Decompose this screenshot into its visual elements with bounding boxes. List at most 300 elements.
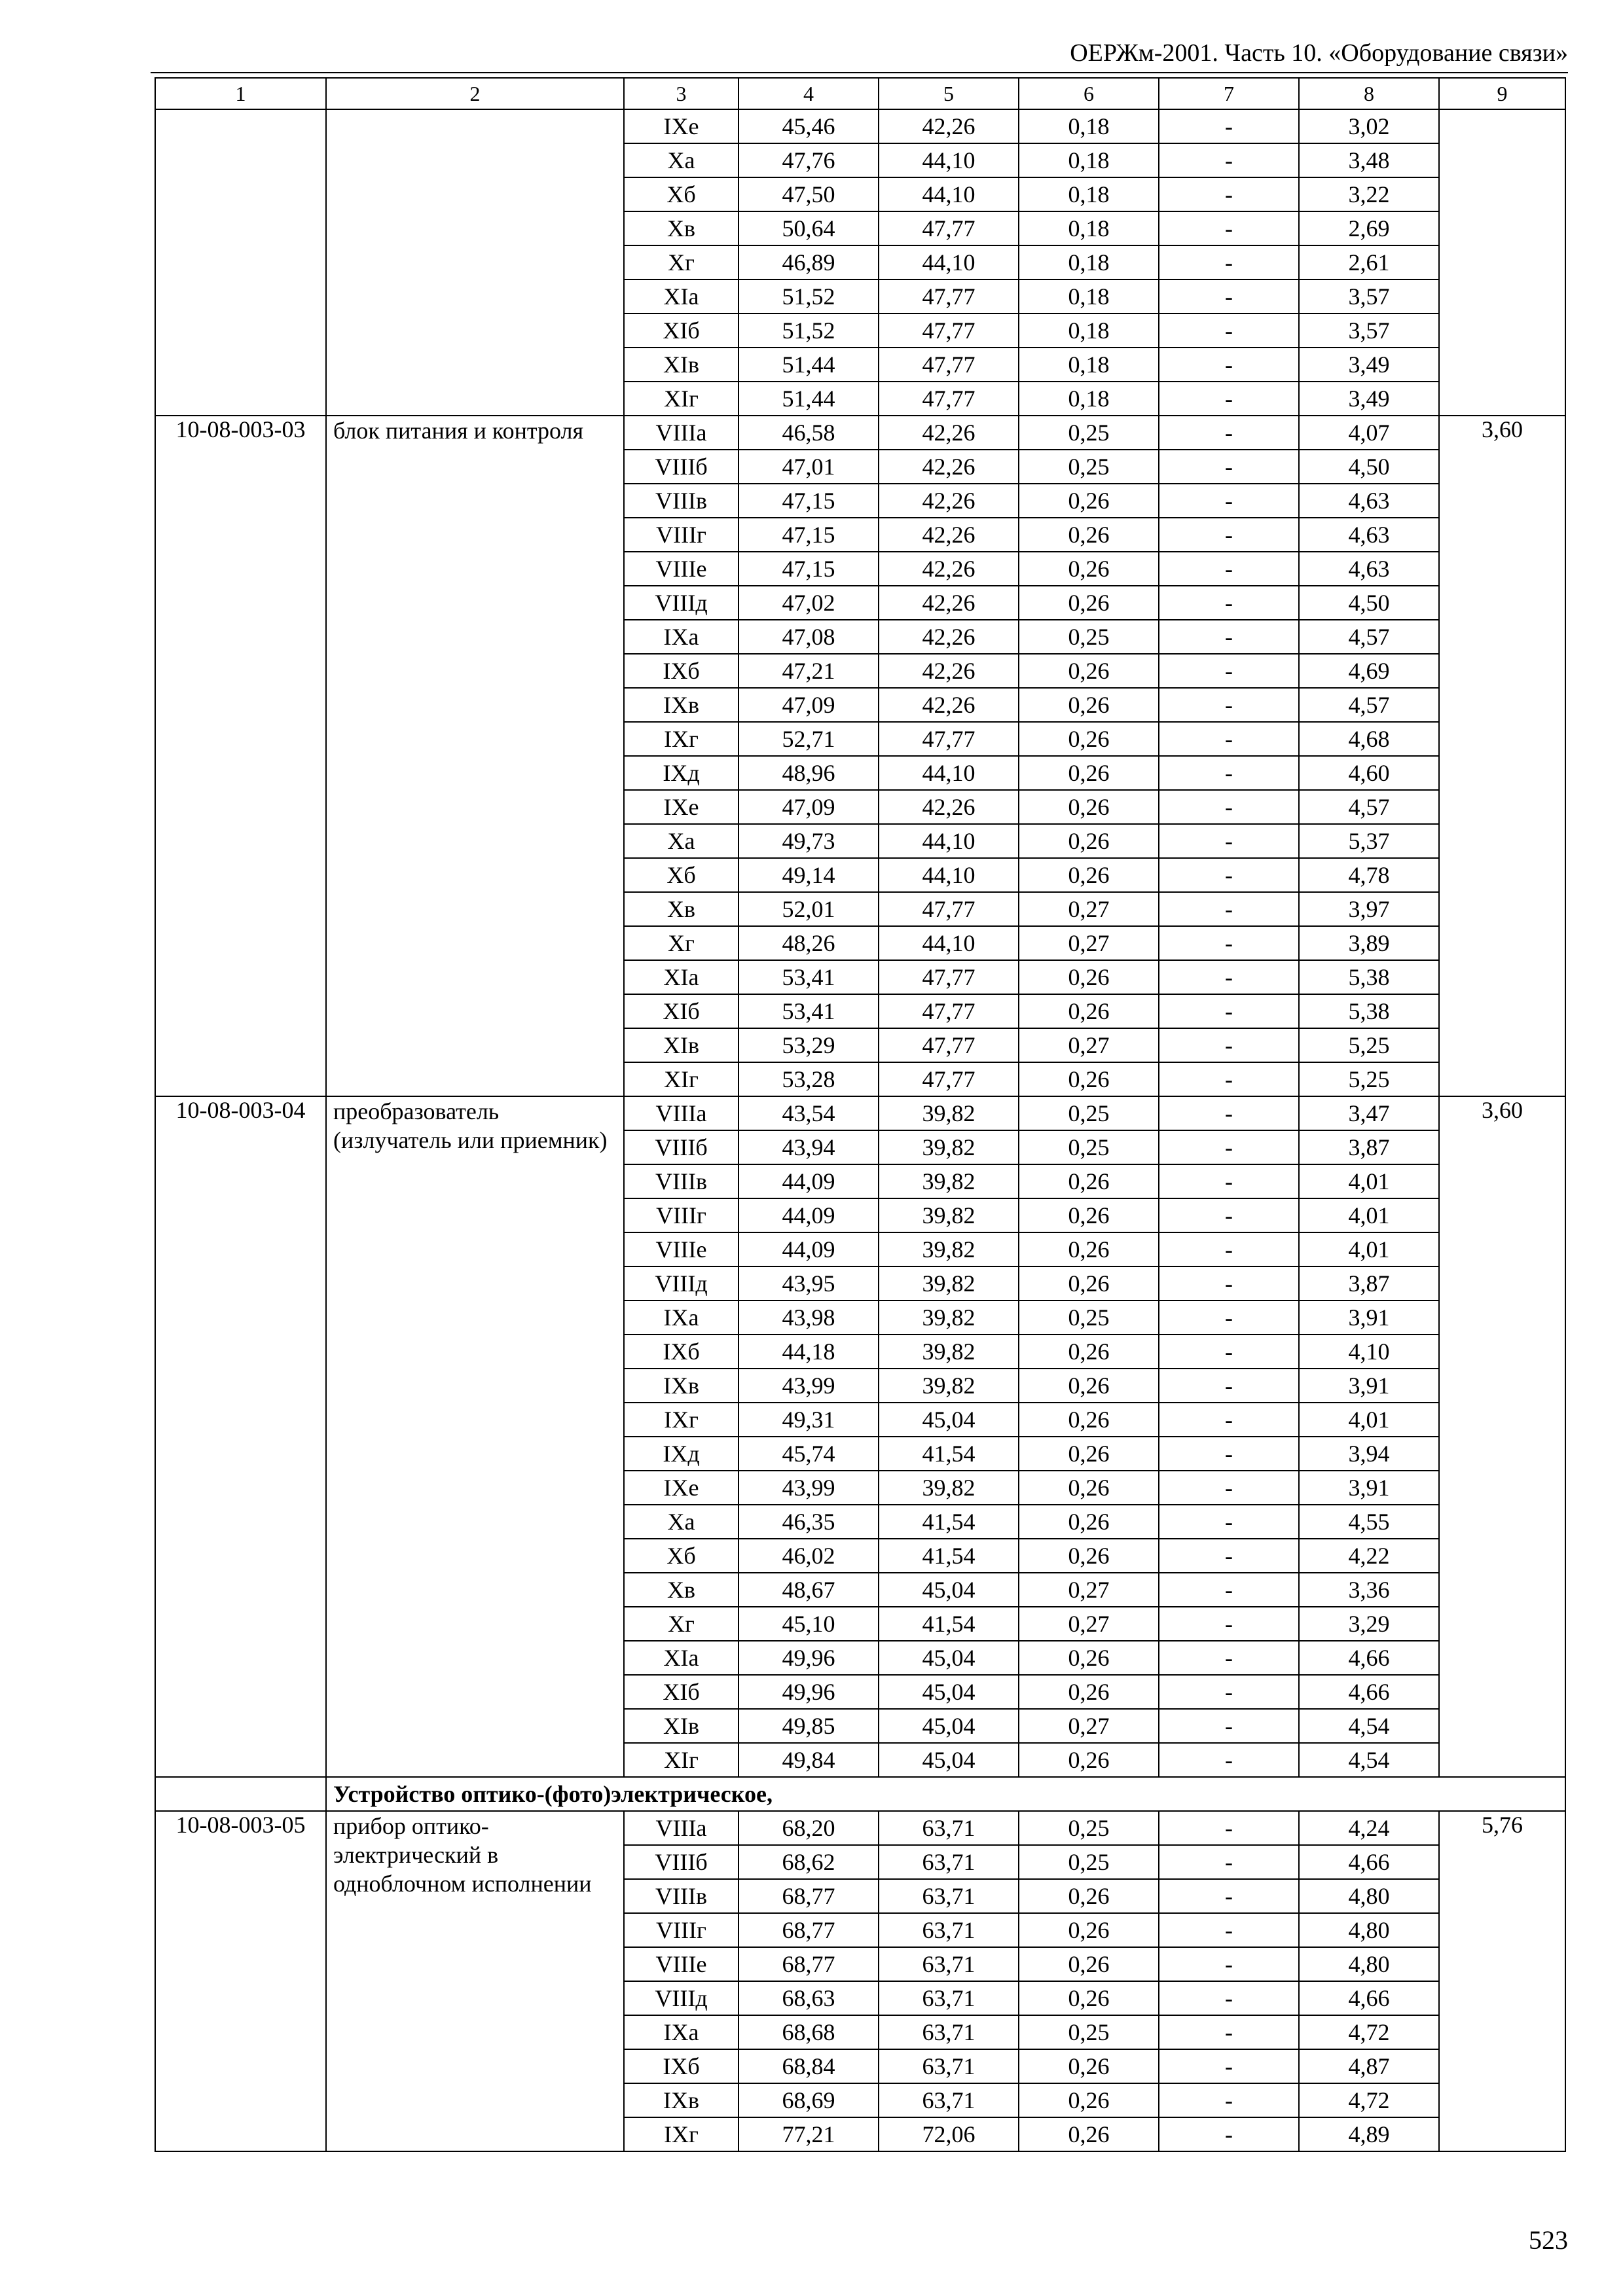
labor-cost-cell: 45,04 xyxy=(879,1573,1019,1607)
machine-cost-cell: 0,27 xyxy=(1019,1709,1159,1743)
region-zone-cell: Xб xyxy=(624,1539,739,1573)
labor-cost-cell: 39,82 xyxy=(879,1471,1019,1505)
machinist-cost-cell: - xyxy=(1159,211,1299,245)
labor-cost-cell: 39,82 xyxy=(879,1266,1019,1300)
section-empty-cell xyxy=(155,1777,326,1811)
total-cost-cell: 68,62 xyxy=(739,1845,879,1879)
total-cost-cell: 43,98 xyxy=(739,1300,879,1335)
labor-cost-cell: 39,82 xyxy=(879,1335,1019,1369)
column-number: 9 xyxy=(1439,78,1565,109)
machine-cost-cell: 0,27 xyxy=(1019,1607,1159,1641)
machinist-cost-cell: - xyxy=(1159,654,1299,688)
rate-code: 10-08-003-04 xyxy=(155,1096,326,1777)
total-cost-cell: 44,09 xyxy=(739,1164,879,1198)
column-number: 5 xyxy=(879,78,1019,109)
machinist-cost-cell: - xyxy=(1159,177,1299,211)
machine-cost-cell: 0,26 xyxy=(1019,688,1159,722)
region-zone-cell: IXа xyxy=(624,1300,739,1335)
machinist-cost-cell: - xyxy=(1159,1675,1299,1709)
materials-cost-cell: 2,69 xyxy=(1299,211,1439,245)
labor-cost-cell: 63,71 xyxy=(879,1947,1019,1981)
materials-cost-cell: 4,01 xyxy=(1299,1198,1439,1232)
machine-cost-cell: 0,18 xyxy=(1019,382,1159,416)
region-zone-cell: IXд xyxy=(624,756,739,790)
region-zone-cell: IXд xyxy=(624,1437,739,1471)
labor-cost-cell: 47,77 xyxy=(879,994,1019,1028)
machine-cost-cell: 0,26 xyxy=(1019,1403,1159,1437)
total-cost-cell: 77,21 xyxy=(739,2117,879,2151)
total-cost-cell: 50,64 xyxy=(739,211,879,245)
total-cost-cell: 51,52 xyxy=(739,314,879,348)
total-cost-cell: 53,29 xyxy=(739,1028,879,1062)
machinist-cost-cell: - xyxy=(1159,2117,1299,2151)
machine-cost-cell: 0,26 xyxy=(1019,1062,1159,1096)
materials-cost-cell: 3,02 xyxy=(1299,109,1439,143)
labor-cost-cell: 42,26 xyxy=(879,688,1019,722)
region-zone-cell: IXв xyxy=(624,2083,739,2117)
total-cost-cell: 68,77 xyxy=(739,1913,879,1947)
region-zone-cell: IXг xyxy=(624,1403,739,1437)
region-zone-cell: Xг xyxy=(624,245,739,279)
machinist-cost-cell: - xyxy=(1159,348,1299,382)
labor-cost-cell: 41,54 xyxy=(879,1607,1019,1641)
table-row xyxy=(155,109,1565,143)
region-zone-cell: VIIIд xyxy=(624,1266,739,1300)
machine-cost-cell: 0,26 xyxy=(1019,2049,1159,2083)
region-zone-cell: IXб xyxy=(624,2049,739,2083)
header-rule xyxy=(151,72,1568,73)
total-cost-cell: 47,15 xyxy=(739,518,879,552)
total-cost-cell: 49,14 xyxy=(739,858,879,892)
materials-cost-cell: 4,66 xyxy=(1299,1641,1439,1675)
total-cost-cell: 49,31 xyxy=(739,1403,879,1437)
machinist-cost-cell: - xyxy=(1159,1743,1299,1777)
region-zone-cell: IXе xyxy=(624,1471,739,1505)
labor-hours: 3,60 xyxy=(1439,1096,1565,1777)
labor-cost-cell: 42,26 xyxy=(879,484,1019,518)
region-zone-cell: IXв xyxy=(624,1369,739,1403)
machinist-cost-cell: - xyxy=(1159,1811,1299,1845)
machine-cost-cell: 0,26 xyxy=(1019,1437,1159,1471)
rates-table xyxy=(155,77,1566,2152)
machinist-cost-cell: - xyxy=(1159,858,1299,892)
materials-cost-cell: 3,48 xyxy=(1299,143,1439,177)
region-zone-cell: VIIIе xyxy=(624,552,739,586)
labor-cost-cell: 45,04 xyxy=(879,1403,1019,1437)
labor-cost-cell: 47,77 xyxy=(879,314,1019,348)
work-name: прибор оптико-электрический в одноблочном исполнении xyxy=(326,1811,624,2151)
region-zone-cell: VIIIв xyxy=(624,1879,739,1913)
machine-cost-cell: 0,26 xyxy=(1019,484,1159,518)
machinist-cost-cell: - xyxy=(1159,1164,1299,1198)
machine-cost-cell: 0,26 xyxy=(1019,586,1159,620)
labor-cost-cell: 41,54 xyxy=(879,1437,1019,1471)
machine-cost-cell: 0,25 xyxy=(1019,2015,1159,2049)
materials-cost-cell: 3,29 xyxy=(1299,1607,1439,1641)
work-name: преобразователь (излучатель или приемник) xyxy=(326,1096,624,1777)
total-cost-cell: 53,41 xyxy=(739,994,879,1028)
machinist-cost-cell: - xyxy=(1159,688,1299,722)
machine-cost-cell: 0,26 xyxy=(1019,1981,1159,2015)
labor-cost-cell: 63,71 xyxy=(879,2015,1019,2049)
materials-cost-cell: 4,57 xyxy=(1299,688,1439,722)
labor-cost-cell: 42,26 xyxy=(879,790,1019,824)
total-cost-cell: 52,01 xyxy=(739,892,879,926)
region-zone-cell: VIIIа xyxy=(624,416,739,450)
machinist-cost-cell: - xyxy=(1159,1947,1299,1981)
region-zone-cell: Xб xyxy=(624,858,739,892)
table-row xyxy=(155,1096,1565,1130)
labor-cost-cell: 45,04 xyxy=(879,1743,1019,1777)
machine-cost-cell: 0,18 xyxy=(1019,109,1159,143)
materials-cost-cell: 3,87 xyxy=(1299,1130,1439,1164)
materials-cost-cell: 3,94 xyxy=(1299,1437,1439,1471)
labor-cost-cell: 44,10 xyxy=(879,245,1019,279)
materials-cost-cell: 4,55 xyxy=(1299,1505,1439,1539)
machinist-cost-cell: - xyxy=(1159,245,1299,279)
machinist-cost-cell: - xyxy=(1159,1573,1299,1607)
region-zone-cell: XIг xyxy=(624,382,739,416)
region-zone-cell: Xв xyxy=(624,892,739,926)
labor-cost-cell: 44,10 xyxy=(879,824,1019,858)
region-zone-cell: IXа xyxy=(624,620,739,654)
labor-cost-cell: 47,77 xyxy=(879,279,1019,314)
machinist-cost-cell: - xyxy=(1159,279,1299,314)
column-number-row xyxy=(155,78,1565,109)
region-zone-cell: IXа xyxy=(624,2015,739,2049)
page-number: 523 xyxy=(1529,2225,1568,2255)
labor-hours: 5,76 xyxy=(1439,1811,1565,2151)
region-zone-cell: Xа xyxy=(624,1505,739,1539)
labor-cost-cell: 47,77 xyxy=(879,348,1019,382)
labor-cost-cell: 44,10 xyxy=(879,177,1019,211)
materials-cost-cell: 4,72 xyxy=(1299,2083,1439,2117)
region-zone-cell: XIв xyxy=(624,1028,739,1062)
region-zone-cell: Xв xyxy=(624,1573,739,1607)
total-cost-cell: 43,99 xyxy=(739,1471,879,1505)
machine-cost-cell: 0,26 xyxy=(1019,824,1159,858)
machine-cost-cell: 0,26 xyxy=(1019,1879,1159,1913)
region-zone-cell: VIIIв xyxy=(624,484,739,518)
machine-cost-cell: 0,25 xyxy=(1019,1096,1159,1130)
total-cost-cell: 68,77 xyxy=(739,1879,879,1913)
machinist-cost-cell: - xyxy=(1159,143,1299,177)
labor-cost-cell: 63,71 xyxy=(879,1811,1019,1845)
machinist-cost-cell: - xyxy=(1159,1028,1299,1062)
machine-cost-cell: 0,18 xyxy=(1019,245,1159,279)
total-cost-cell: 44,09 xyxy=(739,1232,879,1266)
machine-cost-cell: 0,26 xyxy=(1019,858,1159,892)
materials-cost-cell: 3,49 xyxy=(1299,348,1439,382)
region-zone-cell: VIIIг xyxy=(624,1198,739,1232)
machine-cost-cell: 0,26 xyxy=(1019,1505,1159,1539)
total-cost-cell: 46,35 xyxy=(739,1505,879,1539)
total-cost-cell: 49,84 xyxy=(739,1743,879,1777)
total-cost-cell: 46,58 xyxy=(739,416,879,450)
machine-cost-cell: 0,26 xyxy=(1019,1641,1159,1675)
materials-cost-cell: 5,38 xyxy=(1299,994,1439,1028)
materials-cost-cell: 4,57 xyxy=(1299,790,1439,824)
machine-cost-cell: 0,26 xyxy=(1019,960,1159,994)
machinist-cost-cell: - xyxy=(1159,2015,1299,2049)
machinist-cost-cell: - xyxy=(1159,892,1299,926)
labor-cost-cell: 47,77 xyxy=(879,892,1019,926)
machine-cost-cell: 0,25 xyxy=(1019,1845,1159,1879)
total-cost-cell: 68,84 xyxy=(739,2049,879,2083)
machine-cost-cell: 0,26 xyxy=(1019,1539,1159,1573)
region-zone-cell: IXг xyxy=(624,2117,739,2151)
region-zone-cell: IXв xyxy=(624,688,739,722)
machinist-cost-cell: - xyxy=(1159,1709,1299,1743)
machinist-cost-cell: - xyxy=(1159,824,1299,858)
machine-cost-cell: 0,26 xyxy=(1019,756,1159,790)
total-cost-cell: 43,94 xyxy=(739,1130,879,1164)
total-cost-cell: 49,96 xyxy=(739,1675,879,1709)
materials-cost-cell: 4,07 xyxy=(1299,416,1439,450)
labor-cost-cell: 47,77 xyxy=(879,211,1019,245)
materials-cost-cell: 3,57 xyxy=(1299,314,1439,348)
total-cost-cell: 68,63 xyxy=(739,1981,879,2015)
materials-cost-cell: 3,57 xyxy=(1299,279,1439,314)
column-number: 7 xyxy=(1159,78,1299,109)
total-cost-cell: 44,09 xyxy=(739,1198,879,1232)
rate-code xyxy=(155,109,326,416)
machine-cost-cell: 0,26 xyxy=(1019,2083,1159,2117)
total-cost-cell: 45,10 xyxy=(739,1607,879,1641)
labor-cost-cell: 63,71 xyxy=(879,1913,1019,1947)
materials-cost-cell: 3,47 xyxy=(1299,1096,1439,1130)
region-zone-cell: Xб xyxy=(624,177,739,211)
machinist-cost-cell: - xyxy=(1159,450,1299,484)
labor-cost-cell: 63,71 xyxy=(879,2049,1019,2083)
labor-cost-cell: 39,82 xyxy=(879,1164,1019,1198)
machine-cost-cell: 0,26 xyxy=(1019,1164,1159,1198)
region-zone-cell: IXб xyxy=(624,1335,739,1369)
materials-cost-cell: 4,80 xyxy=(1299,1913,1439,1947)
machinist-cost-cell: - xyxy=(1159,1913,1299,1947)
region-zone-cell: XIв xyxy=(624,1709,739,1743)
machine-cost-cell: 0,25 xyxy=(1019,450,1159,484)
machinist-cost-cell: - xyxy=(1159,1335,1299,1369)
labor-cost-cell: 63,71 xyxy=(879,2083,1019,2117)
labor-cost-cell: 42,26 xyxy=(879,620,1019,654)
machine-cost-cell: 0,26 xyxy=(1019,518,1159,552)
region-zone-cell: XIб xyxy=(624,1675,739,1709)
total-cost-cell: 48,26 xyxy=(739,926,879,960)
machine-cost-cell: 0,27 xyxy=(1019,892,1159,926)
labor-cost-cell: 39,82 xyxy=(879,1369,1019,1403)
region-zone-cell: Xа xyxy=(624,824,739,858)
materials-cost-cell: 4,66 xyxy=(1299,1981,1439,2015)
machine-cost-cell: 0,26 xyxy=(1019,654,1159,688)
column-number: 4 xyxy=(739,78,879,109)
total-cost-cell: 43,54 xyxy=(739,1096,879,1130)
running-header: ОЕРЖм-2001. Часть 10. «Оборудование связи» xyxy=(1070,39,1568,67)
region-zone-cell: XIа xyxy=(624,960,739,994)
machinist-cost-cell: - xyxy=(1159,109,1299,143)
labor-cost-cell: 44,10 xyxy=(879,143,1019,177)
materials-cost-cell: 4,78 xyxy=(1299,858,1439,892)
region-zone-cell: XIб xyxy=(624,314,739,348)
machine-cost-cell: 0,18 xyxy=(1019,314,1159,348)
labor-cost-cell: 47,77 xyxy=(879,722,1019,756)
machinist-cost-cell: - xyxy=(1159,1437,1299,1471)
machine-cost-cell: 0,26 xyxy=(1019,2117,1159,2151)
column-number: 1 xyxy=(155,78,326,109)
total-cost-cell: 44,18 xyxy=(739,1335,879,1369)
machine-cost-cell: 0,18 xyxy=(1019,211,1159,245)
total-cost-cell: 46,89 xyxy=(739,245,879,279)
region-zone-cell: VIIIв xyxy=(624,1164,739,1198)
total-cost-cell: 47,15 xyxy=(739,484,879,518)
materials-cost-cell: 5,37 xyxy=(1299,824,1439,858)
materials-cost-cell: 4,80 xyxy=(1299,1879,1439,1913)
labor-cost-cell: 47,77 xyxy=(879,382,1019,416)
labor-cost-cell: 47,77 xyxy=(879,960,1019,994)
region-zone-cell: VIIIд xyxy=(624,1981,739,2015)
materials-cost-cell: 3,91 xyxy=(1299,1369,1439,1403)
materials-cost-cell: 4,87 xyxy=(1299,2049,1439,2083)
machine-cost-cell: 0,26 xyxy=(1019,1335,1159,1369)
machine-cost-cell: 0,18 xyxy=(1019,143,1159,177)
machine-cost-cell: 0,26 xyxy=(1019,1471,1159,1505)
machinist-cost-cell: - xyxy=(1159,2049,1299,2083)
labor-cost-cell: 39,82 xyxy=(879,1198,1019,1232)
materials-cost-cell: 5,38 xyxy=(1299,960,1439,994)
machinist-cost-cell: - xyxy=(1159,2083,1299,2117)
labor-cost-cell: 72,06 xyxy=(879,2117,1019,2151)
labor-cost-cell: 42,26 xyxy=(879,654,1019,688)
machinist-cost-cell: - xyxy=(1159,1300,1299,1335)
labor-hours: 3,60 xyxy=(1439,416,1565,1096)
total-cost-cell: 45,46 xyxy=(739,109,879,143)
machinist-cost-cell: - xyxy=(1159,314,1299,348)
materials-cost-cell: 4,72 xyxy=(1299,2015,1439,2049)
total-cost-cell: 68,20 xyxy=(739,1811,879,1845)
materials-cost-cell: 3,89 xyxy=(1299,926,1439,960)
materials-cost-cell: 4,60 xyxy=(1299,756,1439,790)
total-cost-cell: 53,28 xyxy=(739,1062,879,1096)
labor-cost-cell: 63,71 xyxy=(879,1879,1019,1913)
total-cost-cell: 47,50 xyxy=(739,177,879,211)
materials-cost-cell: 4,66 xyxy=(1299,1845,1439,1879)
materials-cost-cell: 2,61 xyxy=(1299,245,1439,279)
region-zone-cell: VIIIе xyxy=(624,1947,739,1981)
machine-cost-cell: 0,25 xyxy=(1019,620,1159,654)
machinist-cost-cell: - xyxy=(1159,620,1299,654)
materials-cost-cell: 4,50 xyxy=(1299,450,1439,484)
total-cost-cell: 49,96 xyxy=(739,1641,879,1675)
machinist-cost-cell: - xyxy=(1159,790,1299,824)
labor-cost-cell: 45,04 xyxy=(879,1675,1019,1709)
total-cost-cell: 47,09 xyxy=(739,688,879,722)
materials-cost-cell: 3,49 xyxy=(1299,382,1439,416)
materials-cost-cell: 4,01 xyxy=(1299,1403,1439,1437)
machine-cost-cell: 0,26 xyxy=(1019,1266,1159,1300)
region-zone-cell: XIа xyxy=(624,279,739,314)
region-zone-cell: VIIIа xyxy=(624,1811,739,1845)
region-zone-cell: XIв xyxy=(624,348,739,382)
machinist-cost-cell: - xyxy=(1159,1981,1299,2015)
total-cost-cell: 47,08 xyxy=(739,620,879,654)
materials-cost-cell: 4,50 xyxy=(1299,586,1439,620)
materials-cost-cell: 4,57 xyxy=(1299,620,1439,654)
labor-cost-cell: 39,82 xyxy=(879,1232,1019,1266)
machinist-cost-cell: - xyxy=(1159,382,1299,416)
machine-cost-cell: 0,26 xyxy=(1019,1232,1159,1266)
region-zone-cell: Xг xyxy=(624,1607,739,1641)
total-cost-cell: 43,99 xyxy=(739,1369,879,1403)
machine-cost-cell: 0,18 xyxy=(1019,348,1159,382)
rate-code: 10-08-003-05 xyxy=(155,1811,326,2151)
machine-cost-cell: 0,26 xyxy=(1019,1743,1159,1777)
materials-cost-cell: 3,91 xyxy=(1299,1300,1439,1335)
machine-cost-cell: 0,25 xyxy=(1019,1300,1159,1335)
total-cost-cell: 51,44 xyxy=(739,382,879,416)
materials-cost-cell: 4,63 xyxy=(1299,484,1439,518)
region-zone-cell: XIг xyxy=(624,1743,739,1777)
region-zone-cell: XIб xyxy=(624,994,739,1028)
labor-cost-cell: 45,04 xyxy=(879,1709,1019,1743)
total-cost-cell: 46,02 xyxy=(739,1539,879,1573)
region-zone-cell: VIIIг xyxy=(624,1913,739,1947)
total-cost-cell: 52,71 xyxy=(739,722,879,756)
column-number: 6 xyxy=(1019,78,1159,109)
labor-cost-cell: 63,71 xyxy=(879,1845,1019,1879)
materials-cost-cell: 4,01 xyxy=(1299,1232,1439,1266)
labor-cost-cell: 42,26 xyxy=(879,552,1019,586)
machine-cost-cell: 0,18 xyxy=(1019,279,1159,314)
total-cost-cell: 47,09 xyxy=(739,790,879,824)
labor-cost-cell: 63,71 xyxy=(879,1981,1019,2015)
materials-cost-cell: 4,80 xyxy=(1299,1947,1439,1981)
work-name: блок питания и контроля xyxy=(326,416,624,1096)
region-zone-cell: VIIIб xyxy=(624,450,739,484)
labor-cost-cell: 44,10 xyxy=(879,858,1019,892)
materials-cost-cell: 3,87 xyxy=(1299,1266,1439,1300)
total-cost-cell: 49,73 xyxy=(739,824,879,858)
region-zone-cell: VIIIд xyxy=(624,586,739,620)
total-cost-cell: 51,44 xyxy=(739,348,879,382)
materials-cost-cell: 5,25 xyxy=(1299,1028,1439,1062)
machinist-cost-cell: - xyxy=(1159,756,1299,790)
materials-cost-cell: 4,01 xyxy=(1299,1164,1439,1198)
section-title: Устройство оптико-(фото)электрическое, xyxy=(326,1777,1565,1811)
materials-cost-cell: 4,10 xyxy=(1299,1335,1439,1369)
machinist-cost-cell: - xyxy=(1159,1266,1299,1300)
total-cost-cell: 51,52 xyxy=(739,279,879,314)
labor-cost-cell: 42,26 xyxy=(879,450,1019,484)
labor-cost-cell: 41,54 xyxy=(879,1539,1019,1573)
labor-cost-cell: 45,04 xyxy=(879,1641,1019,1675)
machine-cost-cell: 0,27 xyxy=(1019,926,1159,960)
labor-hours xyxy=(1439,109,1565,416)
total-cost-cell: 47,01 xyxy=(739,450,879,484)
region-zone-cell: Xв xyxy=(624,211,739,245)
labor-cost-cell: 44,10 xyxy=(879,926,1019,960)
region-zone-cell: Xа xyxy=(624,143,739,177)
labor-cost-cell: 42,26 xyxy=(879,109,1019,143)
section-title-row xyxy=(155,1777,1565,1811)
materials-cost-cell: 3,36 xyxy=(1299,1573,1439,1607)
region-zone-cell: XIг xyxy=(624,1062,739,1096)
region-zone-cell: XIа xyxy=(624,1641,739,1675)
materials-cost-cell: 4,68 xyxy=(1299,722,1439,756)
region-zone-cell: IXб xyxy=(624,654,739,688)
machine-cost-cell: 0,26 xyxy=(1019,1675,1159,1709)
table-row xyxy=(155,1811,1565,1845)
total-cost-cell: 47,02 xyxy=(739,586,879,620)
